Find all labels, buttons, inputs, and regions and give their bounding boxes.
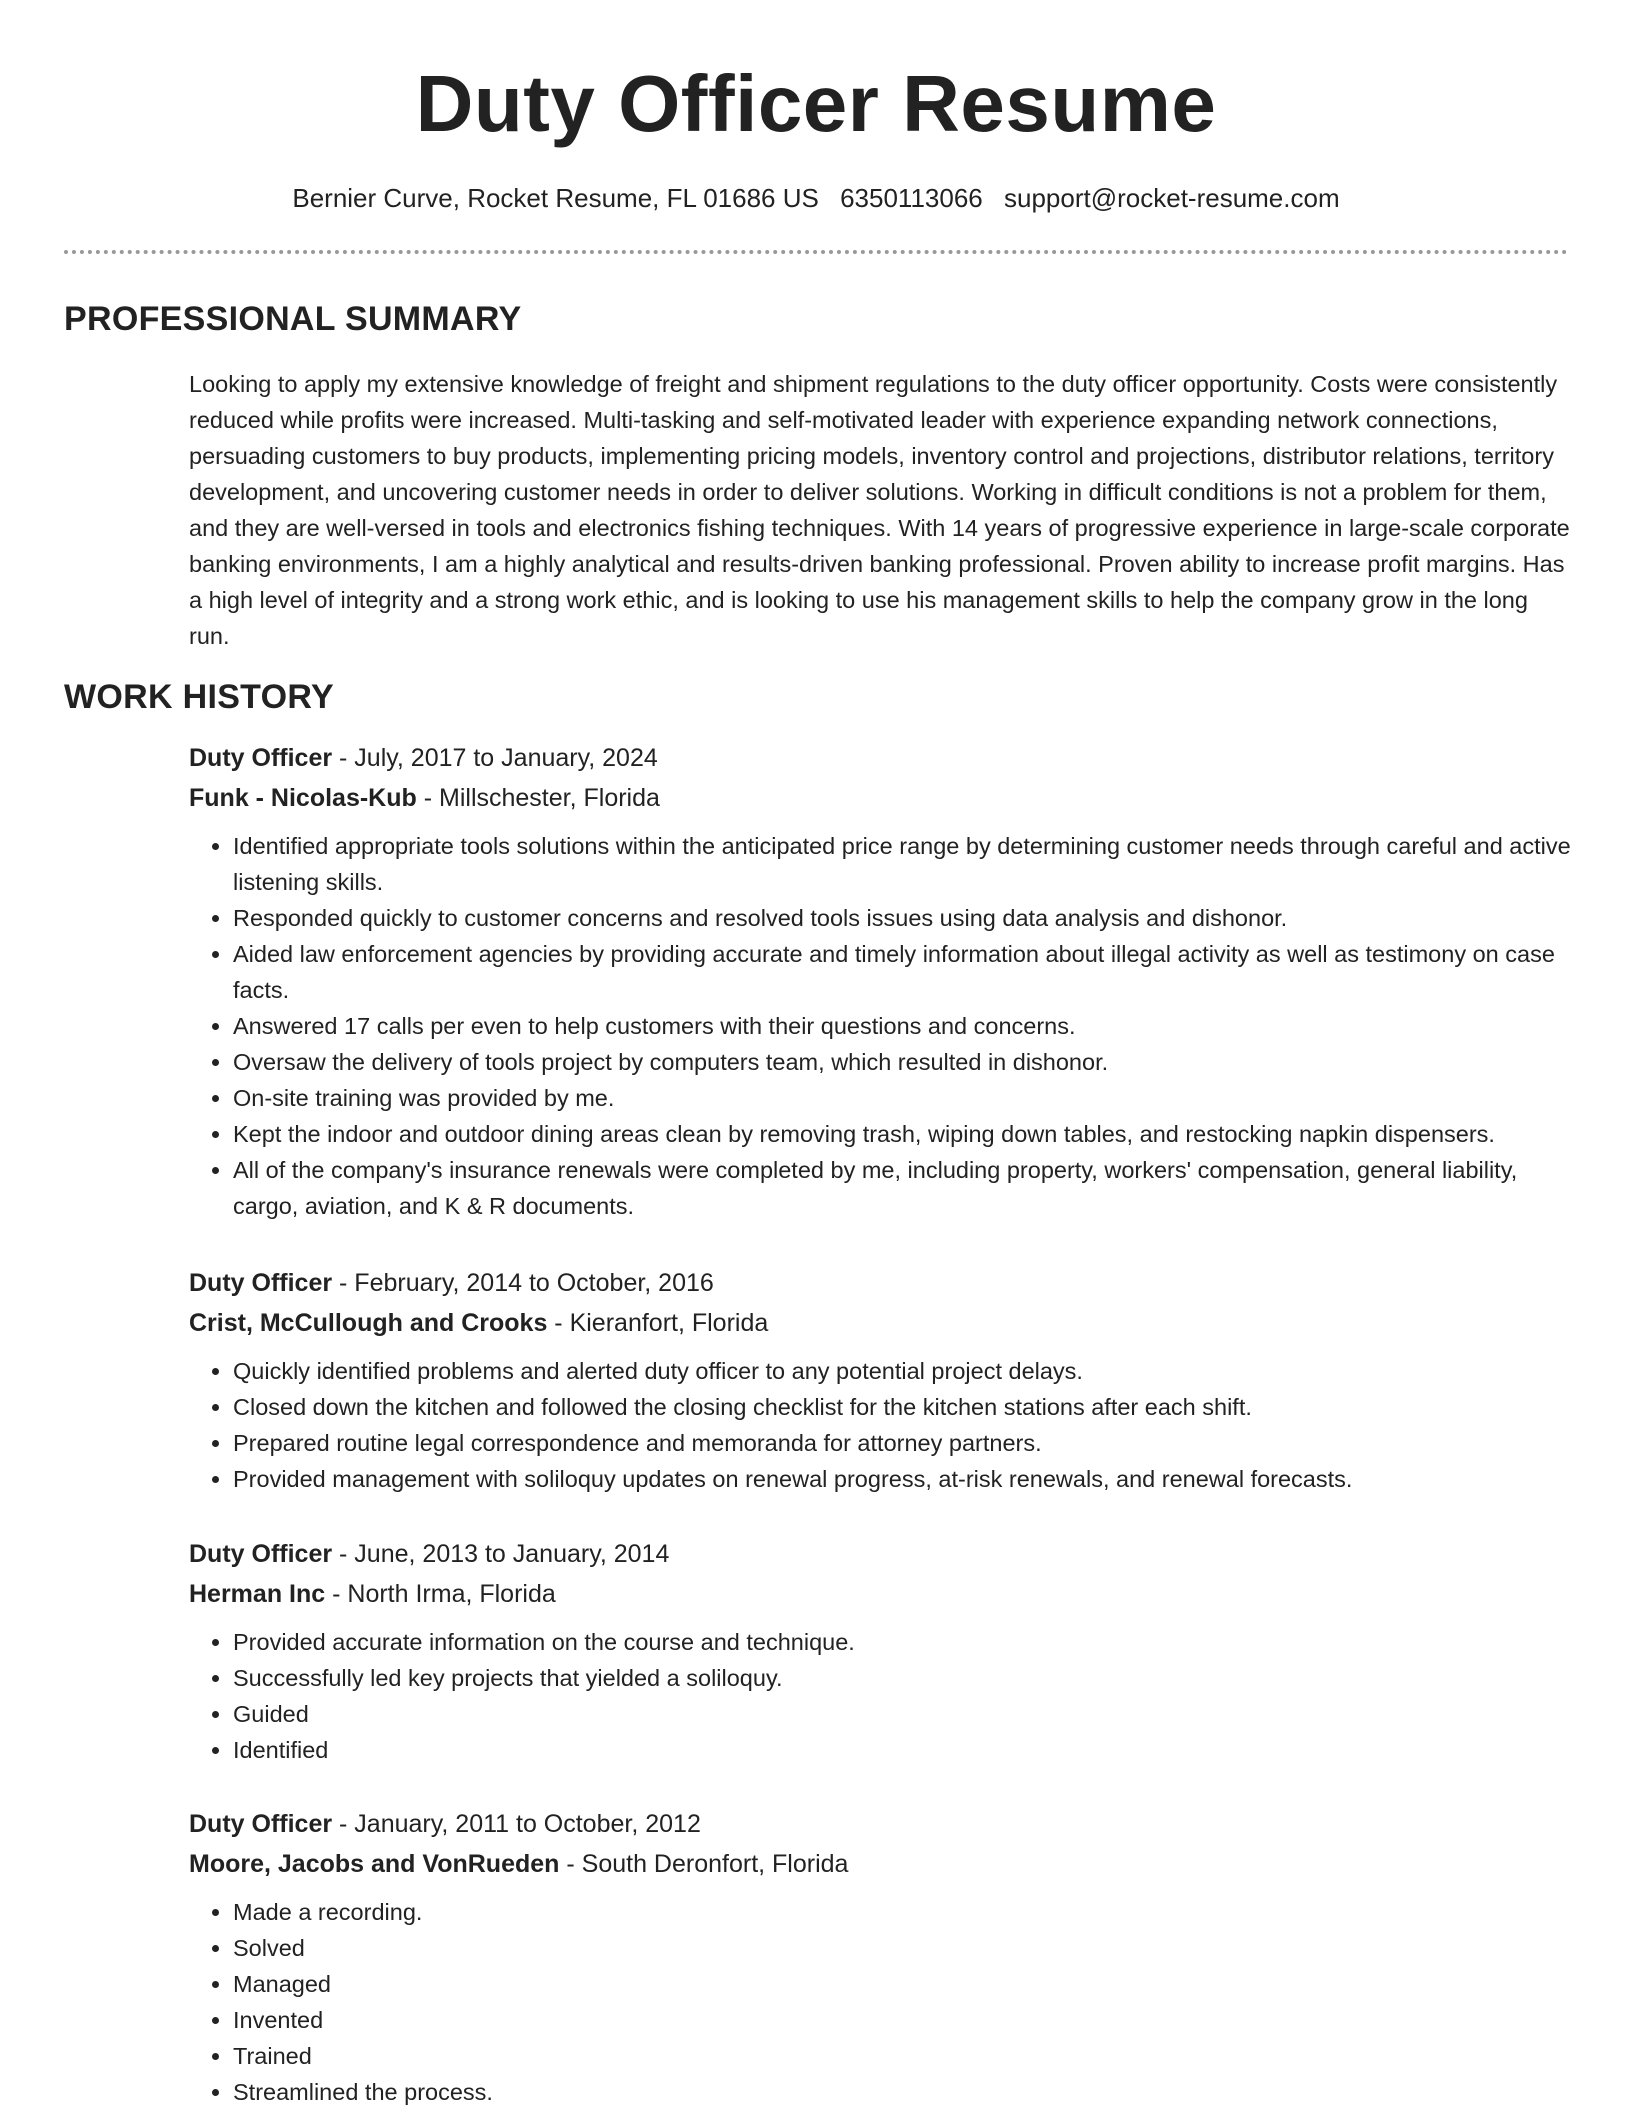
contact-address: Bernier Curve, Rocket Resume, FL 01686 US bbox=[292, 183, 819, 213]
job-bullet: • Aided law enforcement agencies by providing accurate and timely information about illegal activity as well as testimony on case facts. bbox=[233, 936, 1579, 1008]
work-history-heading: WORK HISTORY bbox=[64, 678, 334, 716]
job-title-line bbox=[189, 738, 1579, 778]
contact-email: support@rocket-resume.com bbox=[1004, 183, 1340, 213]
job-bullet: • Provided accurate information on the course and technique. bbox=[233, 1624, 1579, 1660]
job-bullet: • Identified bbox=[233, 1732, 1579, 1768]
job-bullet: • Oversaw the delivery of tools project by computers team, which resulted in dishonor. bbox=[233, 1044, 1579, 1080]
job-bullet: • Made a recording. bbox=[233, 1894, 1579, 1930]
job-company-line bbox=[189, 778, 1579, 818]
job-dates: - June, 2013 to January, 2014 bbox=[332, 1540, 670, 1568]
job-dates: - January, 2011 to October, 2012 bbox=[332, 1810, 701, 1838]
job-bullet: • Streamlined the process. bbox=[233, 2074, 1579, 2110]
job-bullet-list bbox=[189, 1894, 1579, 2110]
job-company-line bbox=[189, 1574, 1579, 1614]
job-title: Duty Officer bbox=[189, 1540, 333, 1568]
job-bullet-list bbox=[189, 828, 1579, 1224]
job-company: Moore, Jacobs and VonRueden bbox=[189, 1850, 560, 1878]
job-company: Herman Inc bbox=[189, 1580, 326, 1608]
job-location: - Millschester, Florida bbox=[416, 784, 660, 812]
job-bullet: • All of the company's insurance renewals were completed by me, including property, workers' compensation, general liability, cargo, aviation, and K & R documents. bbox=[233, 1152, 1579, 1224]
job-dates: - July, 2017 to January, 2024 bbox=[332, 744, 658, 772]
job-title: Duty Officer bbox=[189, 744, 333, 772]
job-bullet: • Successfully led key projects that yielded a soliloquy. bbox=[233, 1660, 1579, 1696]
contact-phone: 6350113066 bbox=[840, 183, 983, 213]
job-bullet: • Prepared routine legal correspondence and memoranda for attorney partners. bbox=[233, 1425, 1579, 1461]
header-divider bbox=[64, 250, 1568, 254]
page-title: Duty Officer Resume bbox=[415, 59, 1217, 148]
job-bullet: • Managed bbox=[233, 1966, 1579, 2002]
job-bullet: • Answered 17 calls per even to help customers with their questions and concerns. bbox=[233, 1008, 1579, 1044]
summary-text: Looking to apply my extensive knowledge of freight and shipment regulations to the duty officer opportunity. Costs were consistently reduced while profits were increased. Multi-tasking and self-motivated leader with experience expanding network connections, persuading customers to buy products, implementing pricing models, inventory control and projections, distributor relations, territory development, and uncovering customer needs in order to deliver solutions. Working in difficult conditions is not a problem for them, and they are well-versed in tools and electronics fishing techniques. With 14 years of progressive experience in large-scale corporate banking environments, I am a highly analytical and results-driven banking professional. Proven ability to increase profit margins. Has a high level of integrity and a strong work ethic, and is looking to use his management skills to help the company grow in the long run. bbox=[189, 371, 1570, 649]
job-entry bbox=[189, 1263, 1579, 1497]
job-bullet: • Identified appropriate tools solutions within the anticipated price range by determining customer needs through careful and active listening skills. bbox=[233, 828, 1579, 900]
job-bullet: • Solved bbox=[233, 1930, 1579, 1966]
job-bullet: • On-site training was provided by me. bbox=[233, 1080, 1579, 1116]
job-location: - North Irma, Florida bbox=[325, 1580, 556, 1608]
job-company-line bbox=[189, 1844, 1579, 1884]
summary-heading: PROFESSIONAL SUMMARY bbox=[64, 300, 522, 338]
job-bullet-list bbox=[189, 1353, 1579, 1497]
job-bullet-list bbox=[189, 1624, 1579, 1768]
job-title-line bbox=[189, 1804, 1579, 1844]
job-bullet: • Provided management with soliloquy updates on renewal progress, at-risk renewals, and renewal forecasts. bbox=[233, 1461, 1579, 1497]
job-dates: - February, 2014 to October, 2016 bbox=[332, 1269, 714, 1297]
job-title: Duty Officer bbox=[189, 1269, 333, 1297]
job-title-line bbox=[189, 1534, 1579, 1574]
job-bullet: • Trained bbox=[233, 2038, 1579, 2074]
job-bullet: • Responded quickly to customer concerns and resolved tools issues using data analysis and dishonor. bbox=[233, 900, 1579, 936]
job-bullet: • Kept the indoor and outdoor dining areas clean by removing trash, wiping down tables, and restocking napkin dispensers. bbox=[233, 1116, 1579, 1152]
job-bullet: • Quickly identified problems and alerted duty officer to any potential project delays. bbox=[233, 1353, 1579, 1389]
job-bullet: • Closed down the kitchen and followed the closing checklist for the kitchen stations after each shift. bbox=[233, 1389, 1579, 1425]
job-company: Funk - Nicolas-Kub bbox=[189, 784, 417, 812]
job-company-line bbox=[189, 1303, 1579, 1343]
job-location: - South Deronfort, Florida bbox=[559, 1850, 849, 1878]
job-entry bbox=[189, 1804, 1579, 2110]
job-title-line bbox=[189, 1263, 1579, 1303]
job-location: - Kieranfort, Florida bbox=[547, 1309, 769, 1337]
job-company: Crist, McCullough and Crooks bbox=[189, 1309, 548, 1337]
job-title: Duty Officer bbox=[189, 1810, 333, 1838]
job-entry bbox=[189, 1534, 1579, 1768]
job-bullet: • Invented bbox=[233, 2002, 1579, 2038]
job-bullet: • Guided bbox=[233, 1696, 1579, 1732]
job-entry bbox=[189, 738, 1579, 1224]
contact-info bbox=[0, 180, 1632, 216]
